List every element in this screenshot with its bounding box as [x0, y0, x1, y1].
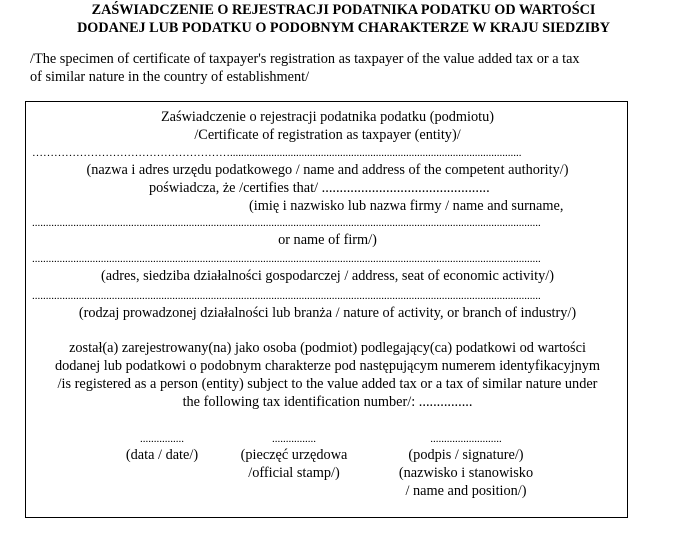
certificate-heading-en: /Certificate of registration as taxpayer (entity)/ — [194, 127, 461, 143]
specimen-intro — [30, 50, 670, 86]
registered-statement-line-3: /is registered as a person (entity) subject to the value added tax or a tax of similar nature under — [57, 376, 598, 392]
title-line-1: ZAŚWIADCZENIE O REJESTRACJI PODATNIKA PODATKU OD WARTOŚCI — [91, 2, 596, 18]
name-label-line-2: or name of firm/) — [278, 232, 377, 248]
address-label: (adres, siedziba działalności gospodarczej / address, seat of economic activity/) — [101, 268, 554, 284]
address-fill-line[interactable]: ......................................................................................................................................................................................... — [32, 253, 541, 265]
name-fill-line[interactable]: ......................................................................................................................................................................................... — [32, 217, 541, 229]
authority-label: (nazwa i adres urzędu podatkowego / name and address of the competent authority/) — [86, 162, 569, 178]
signature-fill-line[interactable]: .......................... — [430, 433, 502, 445]
name-position-label-line-1: (nazwisko i stanowisko — [398, 465, 534, 481]
registered-statement-line-1: został(a) zarejestrowany(na) jako osoba (podmiot) podlegający(ca) podatkowi od wartości — [69, 340, 586, 356]
name-label-line-1: (imię i nazwisko lub nazwa firmy / name and surname, — [249, 198, 564, 214]
title-line-2: DODANEJ LUB PODATKU O PODOBNYM CHARAKTERZE W KRAJU SIEDZIBY — [77, 19, 610, 36]
certificate-heading-pl: Zaświadczenie o rejestracji podatnika podatku (podmiotu) — [160, 109, 495, 125]
certifies-that-field[interactable]: poświadcza, że /certifies that/ ............................................... — [149, 180, 490, 196]
signature-label: (podpis / signature/) — [408, 447, 524, 463]
certificate-form — [25, 101, 628, 518]
date-fill-line[interactable]: ................ — [140, 433, 184, 445]
stamp-label-line-1: (pieczęć urzędowa — [240, 447, 348, 463]
name-position-label-line-2: / name and position/) — [405, 483, 527, 499]
stamp-label-line-2: /official stamp/) — [248, 465, 340, 481]
intro-line-2: of similar nature in the country of establishment/ — [30, 69, 310, 85]
activity-label: (rodzaj prowadzonej działalności lub branża / nature of activity, or branch of industry/) — [78, 305, 577, 321]
activity-fill-line[interactable]: ......................................................................................................................................................................................... — [32, 290, 541, 302]
tax-id-field[interactable]: the following tax identification number/: ............... — [182, 394, 473, 410]
stamp-fill-line[interactable]: ................ — [272, 433, 316, 445]
intro-line-1: /The specimen of certificate of taxpayer's registration as taxpayer of the value added tax or a tax — [30, 51, 580, 67]
document-title — [0, 2, 687, 37]
registered-statement-line-2: dodanej lub podatkowi o podobnym charakterze pod następującym numerem identyfikacyjnym — [54, 358, 601, 374]
date-label: (data / date/) — [125, 447, 199, 463]
authority-fill-line[interactable]: ……………………………………………….......................................................................................................... — [32, 147, 522, 159]
